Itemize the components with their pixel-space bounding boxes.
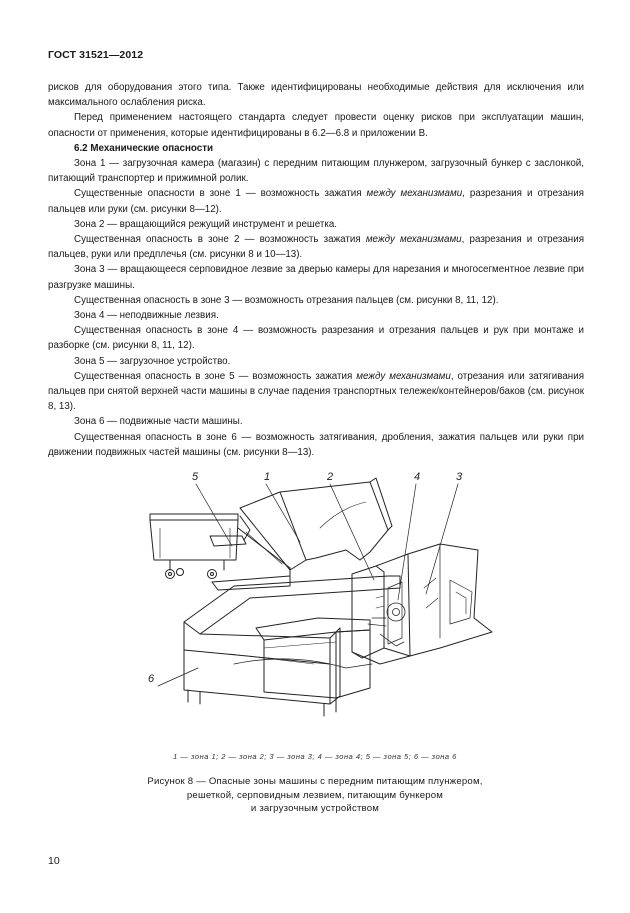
cutting-chamber bbox=[352, 544, 492, 664]
callout-2: 2 bbox=[327, 471, 334, 483]
emphasis: между механизмами bbox=[366, 188, 463, 200]
callout-6: 6 bbox=[148, 673, 155, 685]
loading-device bbox=[212, 528, 290, 590]
paragraph bbox=[48, 186, 584, 216]
document-header: ГОСТ 31521—2012 bbox=[48, 49, 144, 61]
paragraph: Зона 5 — загрузочное устройство. bbox=[74, 355, 231, 367]
page-number: 10 bbox=[48, 855, 60, 867]
machine-figure bbox=[140, 468, 500, 738]
text-run: , разрезания и отрезания пальцев или руки (см. рисунки 8—12). bbox=[48, 188, 584, 215]
emphasis: между механизмами bbox=[365, 234, 462, 246]
handle-rail bbox=[234, 659, 372, 668]
machine-drawing bbox=[140, 468, 500, 738]
front-housing bbox=[256, 618, 370, 698]
paragraph: Зона 1 — загрузочная камера (магазин) с передним питающим плунжером, загрузочный бункер с заслонкой, питающий транспортер и прижимной ролик. bbox=[48, 158, 584, 185]
caption-line: решеткой, серповидным лезвием, питающим бункером bbox=[186, 789, 444, 801]
text-run: Существенная опасность в зоне 5 — возможность зажатия bbox=[74, 370, 357, 382]
text-run: Существенные опасности в зоне 1 — возможность зажатия bbox=[74, 188, 367, 200]
callout-4: 4 bbox=[414, 471, 421, 483]
hopper bbox=[240, 478, 392, 570]
paragraph: Существенная опасность в зоне 6 — возможность затягивания, дробления, зажатия пальцев или руки при движении подвижных частей машины (см. рисунки 8—13). bbox=[48, 431, 584, 458]
paragraph: рисков для оборудования этого типа. Также идентифицированы необходимые действия для исключения или максимального ослабления риска. bbox=[48, 82, 584, 109]
paragraph: Существенная опасность в зоне 3 — возможность отрезания пальцев (см. рисунки 8, 11, 12). bbox=[74, 294, 499, 306]
paragraph: Зона 4 — неподвижные лезвия. bbox=[74, 310, 219, 322]
figure-legend: 1 — зона 1; 2 — зона 2; 3 — зона 3; 4 — зона 4; 5 — зона 5; 6 — зона 6 bbox=[173, 752, 457, 761]
text-run: , разрезания и отрезания пальцев, руки или предплечья (см. рисунки 8 и 10—13). bbox=[48, 234, 584, 261]
paragraph bbox=[48, 369, 584, 415]
callout-1: 1 bbox=[264, 471, 271, 483]
body-text bbox=[48, 80, 584, 460]
paragraph: Зона 6 — подвижные части машины. bbox=[74, 416, 243, 428]
machine-body bbox=[184, 576, 400, 716]
callout-3: 3 bbox=[456, 471, 463, 483]
paragraph: Перед применением настоящего стандарта следует провести оценку рисков при эксплуатации машин, опасности от применения, которые идентифицированы в 6.2—6.8 и приложении В. bbox=[48, 112, 584, 139]
text-run: , отрезания или затягивания пальцев при снятой верхней части машины в случае падения транспортных тележек/контейнеров/баков (см. рисунок 8, 13). bbox=[48, 370, 584, 413]
figure-caption bbox=[0, 775, 630, 816]
paragraph: Существенная опасность в зоне 4 — возможность разрезания и отрезания пальцев и рук при монтаже и разборке (см. рисунки 8, 11, 12). bbox=[48, 325, 584, 352]
text-run: Существенная опасность в зоне 2 — возможность зажатия bbox=[74, 234, 366, 246]
caption-line: Рисунок 8 — Опасные зоны машины с передним питающим плунжером, bbox=[147, 776, 483, 787]
emphasis: между механизмами bbox=[356, 370, 451, 382]
trolley-bin bbox=[150, 514, 250, 579]
callout-5: 5 bbox=[192, 471, 199, 483]
paragraph: Зона 3 — вращающееся серповидное лезвие за дверью камеры для нарезания и многосегментное лезвие при разгрузке машины. bbox=[48, 264, 584, 291]
section-heading: 6.2 Механические опасности bbox=[74, 142, 214, 154]
paragraph bbox=[48, 232, 584, 262]
paragraph: Зона 2 — вращающийся режущий инструмент и решетка. bbox=[74, 218, 338, 230]
caption-line: и загрузочным устройством bbox=[250, 803, 380, 815]
